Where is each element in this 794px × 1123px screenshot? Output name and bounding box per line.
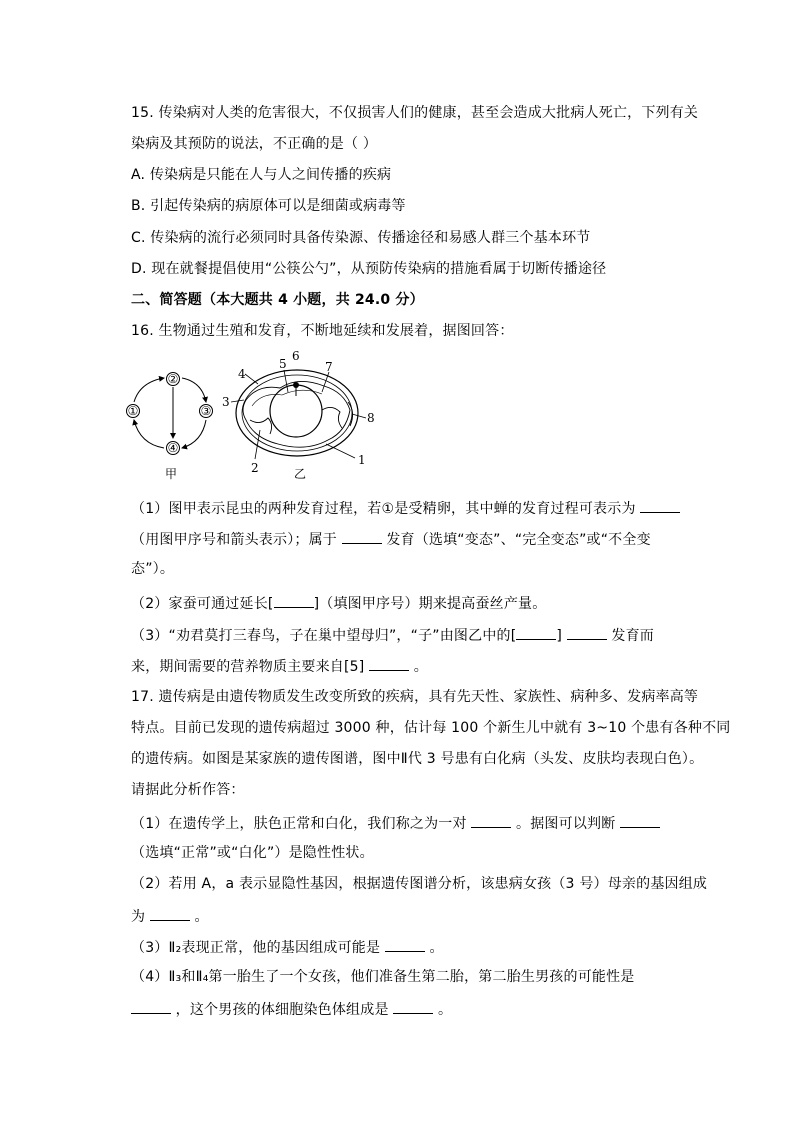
q17-p1-text-b: 。据图可以判断: [516, 816, 616, 832]
q17-part4-line2: [131, 999, 452, 1019]
q15-option-b: B. 引起传染病的病原体可以是细菌或病毒等: [131, 198, 406, 214]
q17-answer-blank-2[interactable]: [620, 813, 660, 828]
q16-part1-line2: [131, 529, 651, 549]
egg-label-2: 2: [251, 461, 259, 475]
leader-8: [352, 414, 366, 418]
q15-stem-line2: 染病及其预防的说法，不正确的是（ ）: [131, 136, 378, 152]
node-1-label: ①: [127, 404, 139, 418]
q17-p4-text-b: ，这个男孩的体细胞染色体组成是: [175, 1002, 389, 1018]
q15-option-c: C. 传染病的流行必须同时具备传染源、传播途径和易感人群三个基本环节: [131, 230, 591, 246]
q17-answer-blank-4[interactable]: [385, 937, 425, 952]
albumen-inner-line: [252, 390, 322, 406]
q17-stem-line3: 的遗传病。如图是某家族的遗传图谱，图中Ⅱ代 3 号患有白化病（头发、皮肤均表现白色）。: [131, 751, 704, 767]
q16-p1-text-a: （1）图甲表示昆虫的两种发育过程，若①是受精卵，其中蝉的发育过程可表示为: [131, 501, 636, 517]
q16-answer-blank-3[interactable]: [274, 593, 314, 608]
q17-answer-blank-5[interactable]: [131, 999, 171, 1014]
figure-jia-label: 甲: [164, 467, 178, 481]
egg-label-4: 4: [238, 367, 246, 381]
arrow-3-to-4: [182, 420, 206, 448]
node-2-label: ②: [167, 372, 179, 386]
q17-part1-line1: [131, 813, 660, 833]
figure-yi-label: 乙: [293, 467, 307, 481]
leader-4: [245, 374, 258, 384]
egg-label-7: 7: [325, 360, 333, 374]
q16-answer-blank-4[interactable]: [516, 625, 556, 640]
q15-option-d: D. 现在就餐提倡使用“公筷公勺”，从预防传染病的措施看属于切断传播途径: [131, 261, 607, 277]
q17-part2-line1: （2）若用 A，a 表示显隐性基因，根据遗传图谱分析，该患病女孩（3 号）母亲的基因组成: [131, 876, 708, 892]
arrow-1-to-2: [134, 378, 164, 402]
q16-figure: [118, 348, 388, 488]
q17-answer-blank-3[interactable]: [150, 906, 190, 921]
q16-part3-line2: [131, 656, 428, 676]
q17-stem-line4: 请据此分析作答：: [131, 782, 245, 798]
q16-p3-text-b: ]: [556, 628, 563, 644]
q16-p1-text-b: （用图甲序号和箭头表示）；属于: [131, 532, 337, 548]
q16-p2-text-a: （2）家蚕可通过延长[: [131, 596, 274, 612]
q16-part3-line1: [131, 625, 654, 645]
q16-answer-blank-5[interactable]: [567, 625, 607, 640]
q17-p1-text-a: （1）在遗传学上，肤色正常和白化，我们称之为一对: [131, 816, 467, 832]
q17-part4-line1: （4）Ⅱ₃和Ⅱ₄第一胎生了一个女孩，他们准备生第二胎，第二胎生男孩的可能性是: [131, 969, 635, 985]
q17-answer-blank-6[interactable]: [393, 999, 433, 1014]
node-4-label: ④: [167, 441, 179, 455]
q16-p3-text-c: 发育而: [611, 628, 654, 644]
arrow-4-to-1: [134, 420, 164, 448]
q16-p3-text-a: （3）“劝君莫打三春鸟，子在巢中望母归”，“子”由图乙中的[: [131, 628, 517, 644]
egg-label-5: 5: [279, 357, 287, 371]
cycle-diagram: [127, 372, 213, 481]
q17-p2-text-b: 为: [131, 909, 146, 925]
q17-p4-text-c: 。: [437, 1002, 453, 1018]
q16-part1-line1: [131, 498, 680, 518]
q17-part2-line2: [131, 906, 209, 926]
arrow-2-to-3: [182, 378, 206, 402]
egg-diagram: [222, 349, 375, 481]
q15-option-a: A. 传染病是只能在人与人之间传播的疾病: [131, 167, 392, 183]
q16-answer-blank-2[interactable]: [342, 529, 382, 544]
q17-part1-line2: （选填“正常”或“白化”）是隐性性状。: [131, 845, 374, 861]
q16-part1-line3: 态”）。: [131, 561, 175, 577]
egg-label-8: 8: [367, 411, 375, 425]
q17-p3-text-b: 。: [429, 940, 444, 956]
q16-p2-text-b: ]（填图甲序号）期来提高蚕丝产量。: [313, 596, 547, 612]
q17-stem-line1: 17. 遗传病是由遗传物质发生改变所致的疾病，具有先天性、家族性、病种多、发病率高等: [131, 689, 699, 705]
figure-svg: [118, 348, 388, 488]
chalaza-right: [322, 407, 342, 428]
q15-stem-line1: 15. 传染病对人类的危害很大，不仅损害人们的健康，甚至会造成大批病人死亡，下列有关: [131, 105, 699, 121]
q17-p2-text-c: 。: [194, 909, 209, 925]
q16-p3-text-d: 来，期间需要的营养物质主要来自[5]: [131, 659, 365, 675]
leader-5: [284, 370, 288, 392]
q16-stem: 16. 生物通过生殖和发育，不断地延续和发展着，据图回答：: [131, 323, 514, 339]
q17-stem-line2: 特点。目前已发现的遗传病超过 3000 种，估计每 100 个新生儿中就有 3~10 个患有各种不同: [131, 720, 731, 736]
leader-1: [326, 444, 355, 458]
node-3-label: ③: [200, 404, 212, 418]
chalaza-left: [250, 418, 272, 434]
q16-p3-text-e: 。: [413, 659, 428, 675]
q17-p3-text-a: （3）Ⅱ₂表现正常，他的基因组成可能是: [131, 940, 381, 956]
q16-part2-line: [131, 593, 546, 613]
germinal-disc: [293, 382, 299, 388]
egg-label-1: 1: [358, 453, 366, 467]
section-header: 二、简答题（本大题共 4 小题，共 24.0 分）: [131, 292, 424, 308]
q17-answer-blank-1[interactable]: [471, 813, 511, 828]
q17-part3-line: [131, 937, 444, 957]
q16-p1-text-c: 发育（选填“变态”、“完全变态”或“不全变: [386, 532, 651, 548]
q16-answer-blank-6[interactable]: [369, 656, 409, 671]
egg-label-3: 3: [222, 395, 230, 409]
q16-answer-blank-1[interactable]: [640, 498, 680, 513]
egg-label-6: 6: [292, 349, 300, 363]
